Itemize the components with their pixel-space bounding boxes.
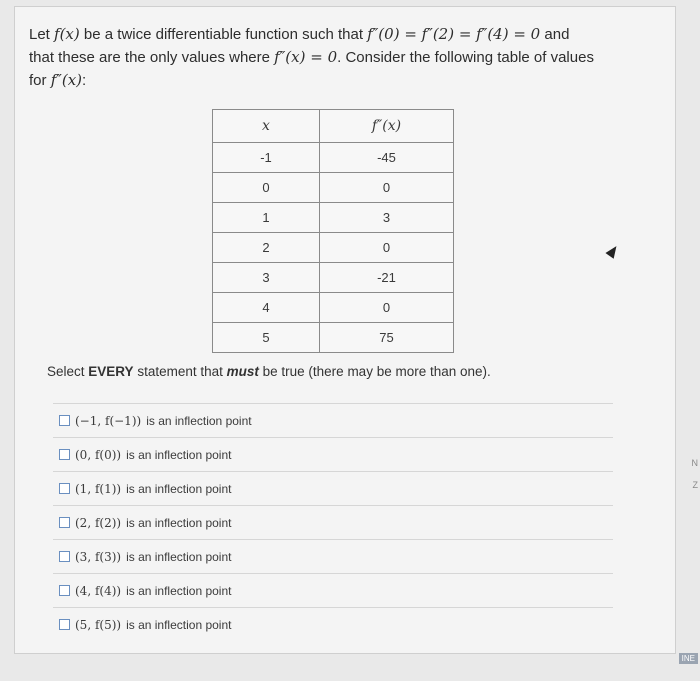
checkbox[interactable] bbox=[59, 483, 70, 494]
table-row bbox=[213, 233, 454, 263]
checkbox[interactable] bbox=[59, 449, 70, 460]
table-cell-x: 1 bbox=[213, 203, 320, 233]
option-point: (−1, f(−1)) bbox=[75, 413, 142, 428]
option-point: (2, f(2)) bbox=[75, 515, 122, 530]
option-point: (0, f(0)) bbox=[75, 447, 122, 462]
option-label: is an inflection point bbox=[126, 515, 232, 530]
edge-text: N bbox=[691, 458, 698, 468]
table-cell-value: -21 bbox=[320, 263, 454, 293]
intro-text: for bbox=[29, 72, 51, 89]
edge-badge: INE bbox=[679, 653, 698, 664]
table-cell-x: 4 bbox=[213, 293, 320, 323]
option-row[interactable] bbox=[53, 403, 613, 437]
table-row bbox=[213, 323, 454, 353]
table-cell-x: 3 bbox=[213, 263, 320, 293]
table-row bbox=[213, 263, 454, 293]
intro-text: that these are the only values where bbox=[29, 49, 275, 66]
table-cell-x: 2 bbox=[213, 233, 320, 263]
option-row[interactable] bbox=[53, 573, 613, 607]
instruction-text bbox=[47, 364, 491, 379]
table-header-row bbox=[213, 110, 454, 143]
table-cell-value: 0 bbox=[320, 293, 454, 323]
option-point: (1, f(1)) bbox=[75, 481, 122, 496]
checkbox[interactable] bbox=[59, 415, 70, 426]
math-equation: f″(x) = 0 bbox=[274, 48, 338, 66]
table-row bbox=[213, 203, 454, 233]
table-row bbox=[213, 143, 454, 173]
checkbox[interactable] bbox=[59, 619, 70, 630]
option-row[interactable] bbox=[53, 471, 613, 505]
intro-text: : bbox=[82, 72, 87, 89]
prompt-text: Select bbox=[47, 364, 89, 379]
prompt-emphasis: must bbox=[226, 364, 259, 379]
option-point: (3, f(3)) bbox=[75, 549, 122, 564]
question-panel bbox=[14, 6, 676, 654]
option-point: (4, f(4)) bbox=[75, 583, 122, 598]
table-cell-value: 75 bbox=[320, 323, 454, 353]
math-equation: f″(0) = f″(2) = f″(4) = 0 bbox=[367, 25, 541, 43]
question-text bbox=[29, 23, 629, 92]
table-cell-value: 0 bbox=[320, 173, 454, 203]
prompt-text: be true (there may be more than one). bbox=[258, 364, 491, 379]
table-cell-x: 0 bbox=[213, 173, 320, 203]
checkbox[interactable] bbox=[59, 551, 70, 562]
option-label: is an inflection point bbox=[126, 549, 232, 564]
table-row bbox=[213, 293, 454, 323]
math-equation: f″(x) bbox=[50, 71, 83, 89]
table-row bbox=[213, 173, 454, 203]
intro-text: and bbox=[540, 26, 570, 43]
table-cell-x: 5 bbox=[213, 323, 320, 353]
answer-options bbox=[53, 403, 613, 641]
option-label: is an inflection point bbox=[126, 617, 232, 632]
intro-text: be a twice differentiable function such that bbox=[79, 26, 368, 43]
math-fx: f(x) bbox=[54, 25, 80, 43]
prompt-text: statement that bbox=[133, 364, 227, 379]
option-row[interactable] bbox=[53, 539, 613, 573]
intro-line-2 bbox=[29, 46, 629, 69]
edge-text: Z bbox=[692, 480, 698, 490]
checkbox[interactable] bbox=[59, 585, 70, 596]
option-label: is an inflection point bbox=[146, 413, 252, 428]
intro-text: . Consider the following table of values bbox=[337, 49, 594, 66]
intro-line-1 bbox=[29, 23, 629, 46]
prompt-emphasis: EVERY bbox=[88, 364, 134, 379]
table-cell-x: -1 bbox=[213, 143, 320, 173]
intro-text: Let bbox=[29, 26, 55, 43]
table-cell-value: 3 bbox=[320, 203, 454, 233]
checkbox[interactable] bbox=[59, 517, 70, 528]
option-label: is an inflection point bbox=[126, 481, 232, 496]
table-cell-value: -45 bbox=[320, 143, 454, 173]
column-header-fpp: f″(x) bbox=[320, 110, 454, 143]
column-header-x: x bbox=[213, 110, 320, 143]
option-row[interactable] bbox=[53, 607, 613, 641]
option-point: (5, f(5)) bbox=[75, 617, 122, 632]
option-row[interactable] bbox=[53, 437, 613, 471]
table-cell-value: 0 bbox=[320, 233, 454, 263]
values-table bbox=[212, 109, 454, 353]
intro-line-3 bbox=[29, 69, 629, 92]
option-label: is an inflection point bbox=[126, 583, 232, 598]
option-label: is an inflection point bbox=[126, 447, 232, 462]
option-row[interactable] bbox=[53, 505, 613, 539]
